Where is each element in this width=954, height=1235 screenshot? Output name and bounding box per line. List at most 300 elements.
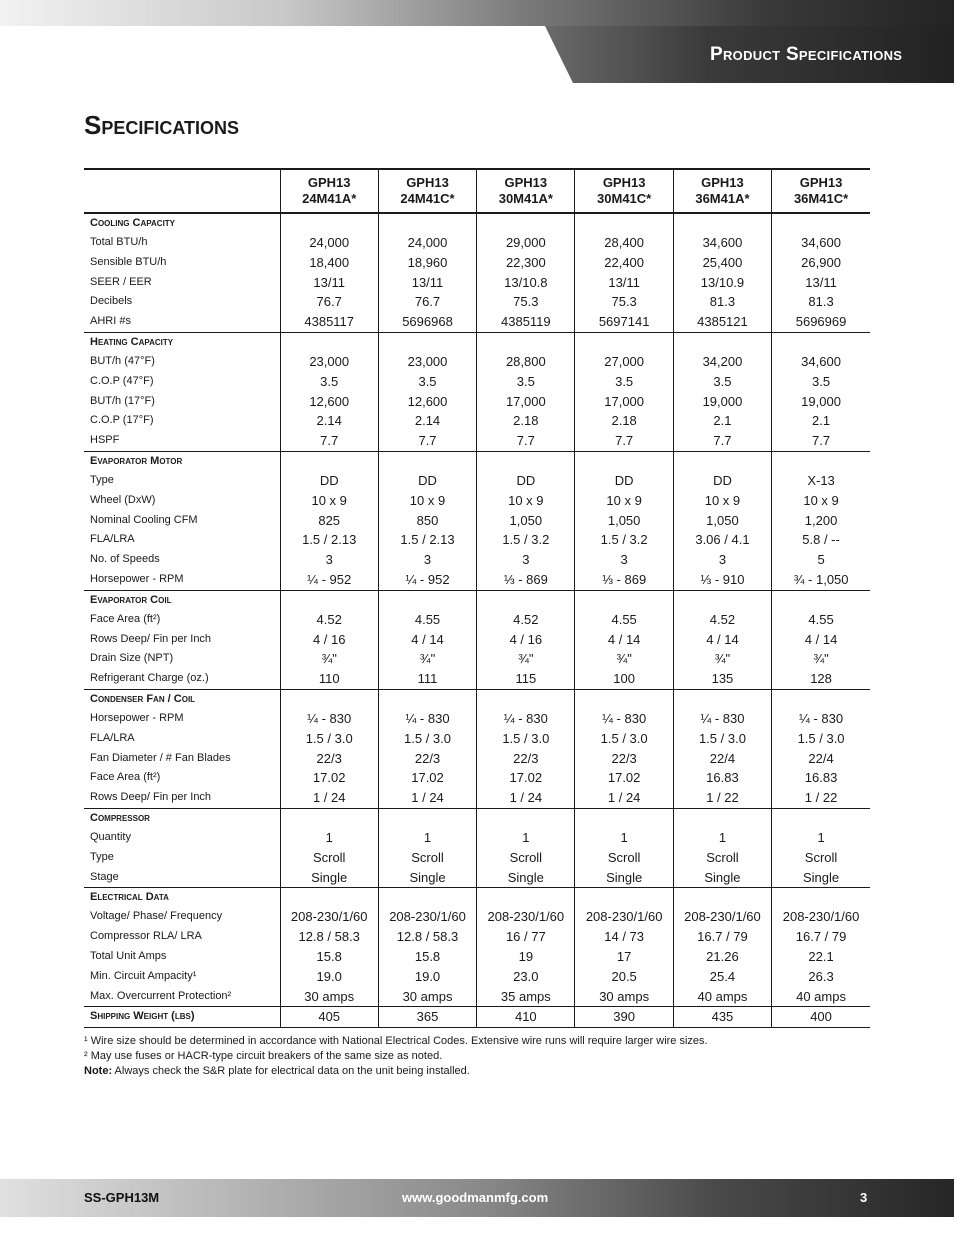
- value-cell: 18,960: [378, 253, 476, 273]
- empty-cell: [280, 888, 378, 908]
- value-cell: 17.02: [280, 768, 378, 788]
- empty-cell: [575, 332, 673, 352]
- value-cell: 400: [772, 1007, 870, 1028]
- value-cell: 7.7: [575, 431, 673, 451]
- value-cell: Scroll: [575, 848, 673, 868]
- value-cell: 1,050: [477, 511, 575, 531]
- value-cell: 81.3: [673, 292, 771, 312]
- section-header-row: [84, 590, 870, 610]
- value-cell: 23,000: [280, 352, 378, 372]
- value-cell: 1.5 / 3.0: [772, 729, 870, 749]
- value-cell: 1: [378, 828, 476, 848]
- table-row: [84, 967, 870, 987]
- value-cell: 34,200: [673, 352, 771, 372]
- value-cell: 25.4: [673, 967, 771, 987]
- value-cell: DD: [477, 471, 575, 491]
- empty-cell: [772, 590, 870, 610]
- value-cell: DD: [673, 471, 771, 491]
- value-cell: 12.8 / 58.3: [280, 927, 378, 947]
- table-row: [84, 749, 870, 769]
- value-cell: ¼ - 952: [280, 570, 378, 590]
- empty-cell: [673, 451, 771, 471]
- model-number: 36M41A*: [695, 191, 750, 206]
- empty-cell: [280, 332, 378, 352]
- value-cell: 81.3: [772, 292, 870, 312]
- empty-cell: [772, 213, 870, 233]
- value-cell: 825: [280, 511, 378, 531]
- value-cell: 2.14: [280, 411, 378, 431]
- value-cell: 22.1: [772, 947, 870, 967]
- value-cell: 19: [477, 947, 575, 967]
- value-cell: 17,000: [477, 392, 575, 412]
- table-row: [84, 570, 870, 590]
- value-cell: Single: [772, 868, 870, 888]
- value-cell: 5: [772, 550, 870, 570]
- table-row: [84, 530, 870, 550]
- value-cell: 10 x 9: [673, 491, 771, 511]
- model-header: [378, 169, 476, 213]
- empty-cell: [673, 213, 771, 233]
- value-cell: 7.7: [673, 431, 771, 451]
- value-cell: 14 / 73: [575, 927, 673, 947]
- empty-cell: [378, 213, 476, 233]
- value-cell: 1 / 24: [575, 788, 673, 808]
- table-row: [84, 669, 870, 689]
- value-cell: Single: [378, 868, 476, 888]
- value-cell: 10 x 9: [280, 491, 378, 511]
- value-cell: 5696968: [378, 312, 476, 332]
- footnote-2: ² May use fuses or HACR-type circuit breakers of the same size as noted.: [84, 1050, 443, 1062]
- row-label: Decibels: [90, 295, 133, 308]
- value-cell: 110: [280, 669, 378, 689]
- row-label: No. of Speeds: [90, 553, 160, 566]
- value-cell: ¾": [477, 649, 575, 669]
- value-cell: 5696969: [772, 312, 870, 332]
- value-cell: DD: [378, 471, 476, 491]
- value-cell: 208-230/1/60: [378, 907, 476, 927]
- empty-cell: [673, 888, 771, 908]
- value-cell: 435: [673, 1007, 771, 1028]
- value-cell: 17.02: [575, 768, 673, 788]
- value-cell: 1: [772, 828, 870, 848]
- empty-cell: [477, 590, 575, 610]
- table-row: [84, 392, 870, 412]
- value-cell: 17,000: [575, 392, 673, 412]
- empty-cell: [575, 888, 673, 908]
- model-series: GPH13: [504, 175, 548, 190]
- value-cell: 13/11: [575, 273, 673, 293]
- value-cell: 10 x 9: [772, 491, 870, 511]
- value-cell: ¾": [280, 649, 378, 669]
- table-row: [84, 927, 870, 947]
- table-row: [84, 511, 870, 531]
- value-cell: 23.0: [477, 967, 575, 987]
- row-label: Quantity: [90, 830, 131, 843]
- value-cell: 35 amps: [477, 987, 575, 1007]
- model-header: [673, 169, 771, 213]
- empty-cell: [575, 590, 673, 610]
- model-header: [772, 169, 870, 213]
- row-label: Refrigerant Charge (oz.): [84, 669, 280, 689]
- model-series: GPH13: [307, 175, 351, 190]
- value-cell: 4 / 16: [477, 630, 575, 650]
- value-cell: 405: [280, 1007, 378, 1028]
- value-cell: 24,000: [378, 233, 476, 253]
- model-header: [477, 169, 575, 213]
- value-cell: 4 / 16: [280, 630, 378, 650]
- shipping-weight-row: [84, 1007, 870, 1028]
- row-label: Total Unit Amps: [90, 949, 167, 962]
- row-label: Voltage/ Phase/ Frequency: [90, 910, 223, 923]
- empty-cell: [477, 451, 575, 471]
- value-cell: 1.5 / 3.2: [477, 530, 575, 550]
- value-cell: 208-230/1/60: [280, 907, 378, 927]
- empty-cell: [477, 689, 575, 709]
- value-cell: 4.52: [673, 610, 771, 630]
- value-cell: 40 amps: [673, 987, 771, 1007]
- value-cell: 850: [378, 511, 476, 531]
- value-cell: 30 amps: [575, 987, 673, 1007]
- model-header: [280, 169, 378, 213]
- value-cell: 4 / 14: [575, 630, 673, 650]
- value-cell: 3: [378, 550, 476, 570]
- value-cell: 15.8: [280, 947, 378, 967]
- value-cell: 128: [772, 669, 870, 689]
- row-label: Rows Deep/ Fin per Inch: [90, 632, 212, 645]
- empty-cell: [280, 689, 378, 709]
- value-cell: Single: [477, 868, 575, 888]
- empty-cell: [673, 689, 771, 709]
- value-cell: ¾": [772, 649, 870, 669]
- header-blank-cell: [84, 169, 280, 213]
- value-cell: X-13: [772, 471, 870, 491]
- value-cell: 2.14: [378, 411, 476, 431]
- value-cell: 26,900: [772, 253, 870, 273]
- empty-cell: [378, 808, 476, 828]
- table-row: [84, 312, 870, 332]
- value-cell: ⅓ - 869: [575, 570, 673, 590]
- section-title: Condenser Fan / Coil: [90, 692, 196, 705]
- value-cell: 1: [575, 828, 673, 848]
- value-cell: 34,600: [772, 233, 870, 253]
- note-label: Note:: [84, 1065, 113, 1077]
- empty-cell: [280, 590, 378, 610]
- value-cell: 3.5: [477, 372, 575, 392]
- row-label: Max. Overcurrent Protection²: [84, 987, 280, 1007]
- value-cell: 7.7: [378, 431, 476, 451]
- value-cell: 3: [477, 550, 575, 570]
- value-cell: ¾": [575, 649, 673, 669]
- row-label: Horsepower - RPM: [90, 711, 184, 724]
- value-cell: 28,400: [575, 233, 673, 253]
- row-label: Wheel (DxW): [90, 493, 156, 506]
- value-cell: 76.7: [378, 292, 476, 312]
- value-cell: 13/11: [772, 273, 870, 293]
- empty-cell: [378, 332, 476, 352]
- value-cell: 3.5: [575, 372, 673, 392]
- value-cell: 3: [673, 550, 771, 570]
- section-title: Evaporator Coil: [90, 593, 172, 606]
- value-cell: 16.7 / 79: [673, 927, 771, 947]
- value-cell: 1,200: [772, 511, 870, 531]
- value-cell: 13/10.8: [477, 273, 575, 293]
- empty-cell: [575, 808, 673, 828]
- table-row: [84, 273, 870, 293]
- table-row: [84, 491, 870, 511]
- value-cell: 16.83: [673, 768, 771, 788]
- model-series: GPH13: [406, 175, 449, 190]
- value-cell: 4 / 14: [673, 630, 771, 650]
- footer-website-link[interactable]: www.goodmanmfg.com: [402, 1190, 549, 1205]
- value-cell: ¾": [673, 649, 771, 669]
- table-row: [84, 431, 870, 451]
- page-title: Specifications: [84, 110, 240, 140]
- value-cell: 34,600: [673, 233, 771, 253]
- value-cell: ¾": [378, 649, 476, 669]
- note-text: Always check the S&R plate for electrical data on the unit being installed.: [112, 1065, 470, 1077]
- value-cell: Scroll: [673, 848, 771, 868]
- value-cell: 12.8 / 58.3: [378, 927, 476, 947]
- value-cell: 1.5 / 2.13: [378, 530, 476, 550]
- row-label: SEER / EER: [90, 275, 152, 288]
- row-label: HSPF: [84, 431, 280, 451]
- empty-cell: [772, 808, 870, 828]
- value-cell: 1 / 22: [673, 788, 771, 808]
- value-cell: DD: [280, 471, 378, 491]
- table-row: [84, 848, 870, 868]
- value-cell: 4.55: [772, 610, 870, 630]
- section-header-row: [84, 689, 870, 709]
- model-series: GPH13: [701, 175, 744, 190]
- section-header-row: [84, 213, 870, 233]
- value-cell: 3: [280, 550, 378, 570]
- footnote-3: [84, 1064, 708, 1079]
- value-cell: 1 / 24: [280, 788, 378, 808]
- value-cell: Scroll: [772, 848, 870, 868]
- value-cell: 1: [280, 828, 378, 848]
- value-cell: 23,000: [378, 352, 476, 372]
- value-cell: 1.5 / 3.0: [280, 729, 378, 749]
- value-cell: 21.26: [673, 947, 771, 967]
- value-cell: ¼ - 952: [378, 570, 476, 590]
- value-cell: 3: [575, 550, 673, 570]
- value-cell: 3.5: [772, 372, 870, 392]
- empty-cell: [378, 689, 476, 709]
- table-row: [84, 828, 870, 848]
- row-label: Drain Size (NPT): [90, 652, 174, 665]
- value-cell: ¼ - 830: [575, 709, 673, 729]
- value-cell: 1,050: [575, 511, 673, 531]
- row-label: Type: [90, 850, 114, 863]
- empty-cell: [280, 808, 378, 828]
- value-cell: ¼ - 830: [477, 709, 575, 729]
- row-label: C.O.P (47°F): [90, 374, 154, 387]
- value-cell: 75.3: [477, 292, 575, 312]
- row-label: Sensible BTU/h: [90, 255, 167, 268]
- row-label: C.O.P (17°F): [90, 414, 154, 427]
- table-row: [84, 411, 870, 431]
- value-cell: 30 amps: [378, 987, 476, 1007]
- value-cell: 4 / 14: [378, 630, 476, 650]
- shipping-weight-label: Shipping Weight (lbs): [84, 1007, 280, 1028]
- value-cell: 22,300: [477, 253, 575, 273]
- value-cell: 17.02: [378, 768, 476, 788]
- value-cell: 10 x 9: [378, 491, 476, 511]
- table-body: [84, 213, 870, 1028]
- empty-cell: [477, 808, 575, 828]
- value-cell: 20.5: [575, 967, 673, 987]
- value-cell: 2.18: [575, 411, 673, 431]
- value-cell: 208-230/1/60: [772, 907, 870, 927]
- empty-cell: [575, 213, 673, 233]
- row-label: Nominal Cooling CFM: [90, 513, 198, 526]
- row-label: Fan Diameter / # Fan Blades: [90, 751, 231, 764]
- value-cell: 5.8 / --: [772, 530, 870, 550]
- table-row: [84, 550, 870, 570]
- value-cell: 115: [477, 669, 575, 689]
- value-cell: 7.7: [772, 431, 870, 451]
- value-cell: 75.3: [575, 292, 673, 312]
- value-cell: 17: [575, 947, 673, 967]
- value-cell: 365: [378, 1007, 476, 1028]
- value-cell: 2.1: [673, 411, 771, 431]
- value-cell: 4385117: [280, 312, 378, 332]
- row-label: BUT/h (47°F): [90, 354, 155, 367]
- footnote-1: ¹ Wire size should be determined in accordance with National Electrical Codes. Extensive wire runs will require larger wire sizes.: [84, 1035, 708, 1047]
- section-header-row: [84, 888, 870, 908]
- table-row: [84, 947, 870, 967]
- model-number: 36M41C*: [793, 191, 849, 206]
- row-label: Face Area (ft²): [90, 612, 161, 625]
- value-cell: 40 amps: [772, 987, 870, 1007]
- model-series: GPH13: [799, 175, 843, 190]
- value-cell: 29,000: [477, 233, 575, 253]
- value-cell: 1.5 / 3.0: [673, 729, 771, 749]
- row-label: AHRI #s: [84, 312, 280, 332]
- model-number: 30M41C*: [597, 191, 652, 206]
- empty-cell: [772, 332, 870, 352]
- table-row: [84, 233, 870, 253]
- row-label: Compressor RLA/ LRA: [90, 930, 202, 943]
- row-label: FLA/LRA: [90, 731, 135, 744]
- row-label: Total BTU/h: [90, 236, 148, 248]
- value-cell: 1: [477, 828, 575, 848]
- value-cell: 13/11: [378, 273, 476, 293]
- value-cell: 1.5 / 3.0: [575, 729, 673, 749]
- empty-cell: [378, 451, 476, 471]
- value-cell: 1: [673, 828, 771, 848]
- table-row: [84, 709, 870, 729]
- table-row: [84, 471, 870, 491]
- value-cell: 25,400: [673, 253, 771, 273]
- empty-cell: [378, 590, 476, 610]
- section-title: Cooling Capacity: [90, 217, 176, 229]
- row-label: BUT/h (17°F): [90, 394, 155, 407]
- table-row: [84, 610, 870, 630]
- value-cell: ¼ - 830: [772, 709, 870, 729]
- section-title: Compressor: [90, 811, 150, 824]
- model-number: 30M41A*: [498, 191, 553, 206]
- value-cell: 3.06 / 4.1: [673, 530, 771, 550]
- table-row: [84, 868, 870, 888]
- value-cell: 27,000: [575, 352, 673, 372]
- value-cell: Single: [280, 868, 378, 888]
- value-cell: 16 / 77: [477, 927, 575, 947]
- table-row: [84, 907, 870, 927]
- value-cell: 135: [673, 669, 771, 689]
- value-cell: 13/11: [280, 273, 378, 293]
- value-cell: 12,600: [280, 392, 378, 412]
- empty-cell: [772, 888, 870, 908]
- empty-cell: [772, 689, 870, 709]
- value-cell: 4385119: [477, 312, 575, 332]
- value-cell: 111: [378, 669, 476, 689]
- value-cell: 10 x 9: [575, 491, 673, 511]
- empty-cell: [575, 451, 673, 471]
- empty-cell: [673, 590, 771, 610]
- value-cell: 22/4: [772, 749, 870, 769]
- empty-cell: [477, 213, 575, 233]
- value-cell: 1 / 24: [378, 788, 476, 808]
- row-label: FLA/LRA: [90, 533, 135, 546]
- footer-doc-id: SS-GPH13M: [84, 1190, 160, 1205]
- model-header: [575, 169, 673, 213]
- value-cell: 13/10.9: [673, 273, 771, 293]
- model-number: 24M41C*: [400, 191, 455, 206]
- value-cell: 4.52: [280, 610, 378, 630]
- value-cell: 5697141: [575, 312, 673, 332]
- value-cell: 7.7: [477, 431, 575, 451]
- empty-cell: [477, 888, 575, 908]
- value-cell: 3.5: [673, 372, 771, 392]
- value-cell: 410: [477, 1007, 575, 1028]
- table-row: [84, 649, 870, 669]
- value-cell: 16.83: [772, 768, 870, 788]
- value-cell: 4.52: [477, 610, 575, 630]
- top-banner: [0, 0, 954, 26]
- value-cell: 4 / 14: [772, 630, 870, 650]
- value-cell: 1,050: [673, 511, 771, 531]
- value-cell: 3.5: [280, 372, 378, 392]
- value-cell: 22,400: [575, 253, 673, 273]
- table-row: [84, 352, 870, 372]
- value-cell: 4.55: [575, 610, 673, 630]
- value-cell: 1.5 / 2.13: [280, 530, 378, 550]
- model-series: GPH13: [602, 175, 646, 190]
- value-cell: 10 x 9: [477, 491, 575, 511]
- value-cell: ¾ - 1,050: [772, 570, 870, 590]
- value-cell: Single: [575, 868, 673, 888]
- table-row: [84, 729, 870, 749]
- value-cell: 19.0: [280, 967, 378, 987]
- value-cell: Single: [673, 868, 771, 888]
- value-cell: 3.5: [378, 372, 476, 392]
- section-header-row: [84, 451, 870, 471]
- section-title: Evaporator Motor: [90, 454, 183, 467]
- row-label: Min. Circuit Ampacity¹: [90, 969, 197, 982]
- model-number: 24M41A*: [302, 191, 357, 206]
- row-label: Stage: [84, 868, 280, 888]
- row-label: Horsepower - RPM: [84, 570, 280, 590]
- table-row: [84, 987, 870, 1007]
- value-cell: 1 / 22: [772, 788, 870, 808]
- value-cell: 208-230/1/60: [477, 907, 575, 927]
- value-cell: 4385121: [673, 312, 771, 332]
- value-cell: DD: [575, 471, 673, 491]
- empty-cell: [772, 451, 870, 471]
- section-header-row: [84, 808, 870, 828]
- value-cell: 2.1: [772, 411, 870, 431]
